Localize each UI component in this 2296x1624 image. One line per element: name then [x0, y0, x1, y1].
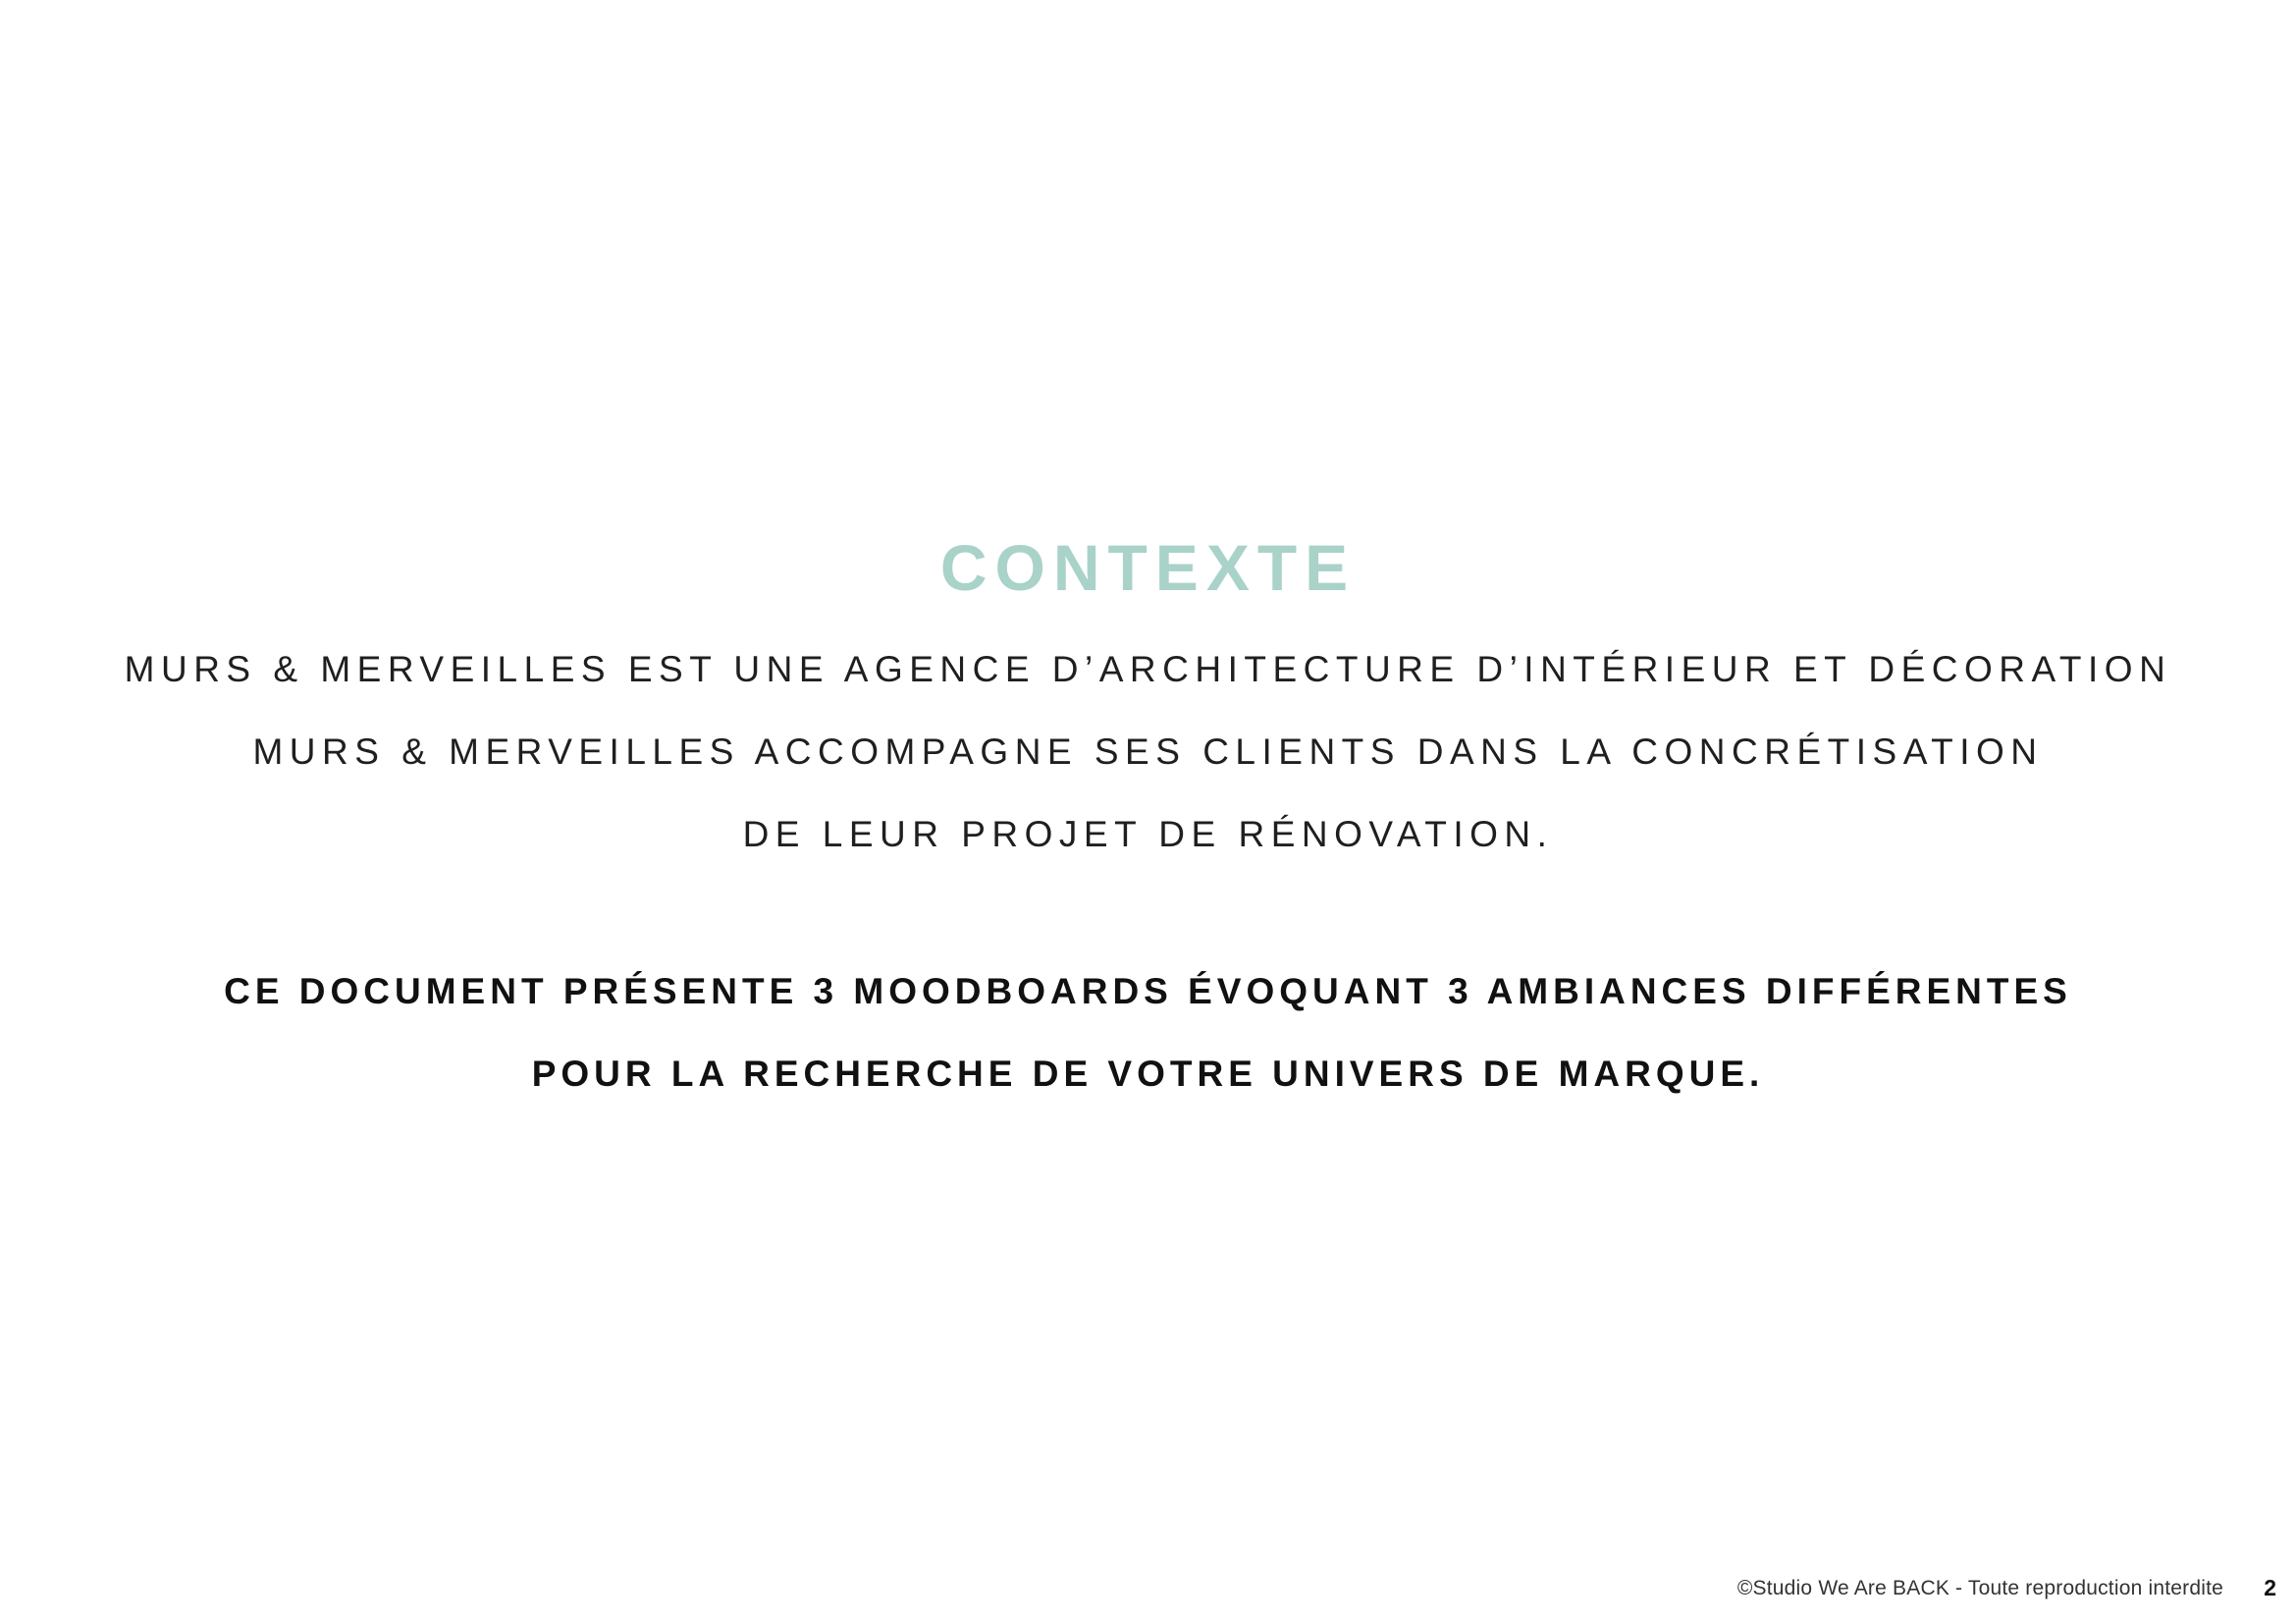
intro-text: [0, 628, 2296, 876]
highlight-line: CE DOCUMENT PRÉSENTE 3 MOODBOARDS ÉVOQUANT 3 AMBIANCES DIFFÉRENTES: [224, 971, 2072, 1011]
intro-line: MURS & MERVEILLES EST UNE AGENCE D’ARCHITECTURE D’INTÉRIEUR ET DÉCORATION: [124, 649, 2172, 689]
intro-line: MURS & MERVEILLES ACCOMPAGNE SES CLIENTS DANS LA CONCRÉTISATION: [252, 731, 2044, 772]
page-number: 2: [2264, 1575, 2276, 1600]
highlight-text: [0, 950, 2296, 1115]
page-title: CONTEXTE: [939, 531, 1357, 604]
highlight-line: POUR LA RECHERCHE DE VOTRE UNIVERS DE MARQUE.: [531, 1054, 1765, 1094]
intro-line: DE LEUR PROJET DE RÉNOVATION.: [742, 814, 1554, 854]
footer-credit: ©Studio We Are BACK - Toute reproduction interdite: [1736, 1577, 2223, 1599]
